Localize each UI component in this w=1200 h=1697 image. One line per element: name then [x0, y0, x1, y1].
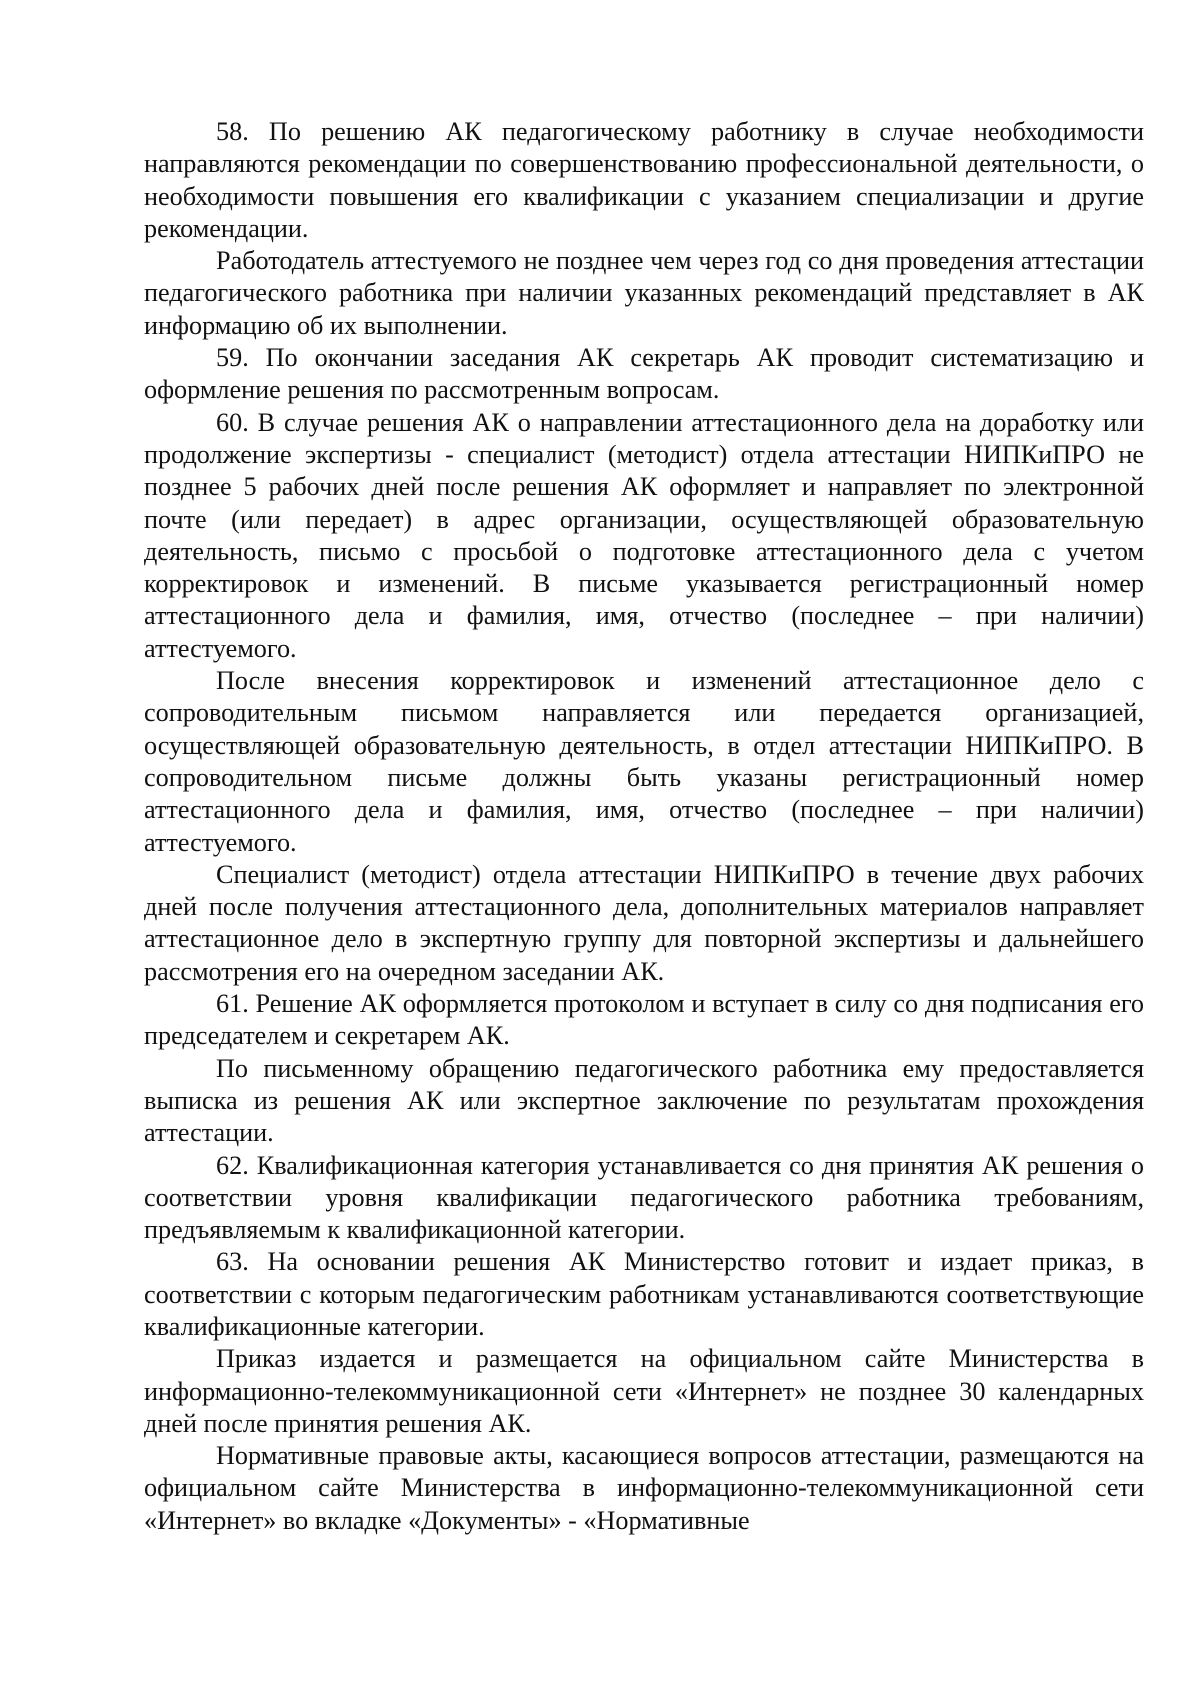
paragraph-62: 62. Квалификационная категория устанавливается со дня принятия АК решения о соответствии уровня квалификации педагогического работника требованиям, предъявляемым к квалификационной категории. — [144, 1150, 1144, 1245]
paragraph-61: 61. Решение АК оформляется протоколом и вступает в силу со дня подписания его председателем и секретарем АК. — [144, 989, 1144, 1051]
paragraph-60: 60. В случае решения АК о направлении аттестационного дела на доработку или продолжение экспертизы - специалист (методист) отдела аттестации НИПКиПРО не позднее 5 рабочих дней после решения АК оформляет и направляет по электронной почте (или передает) в адрес организации, осуществляющей образовательную деятельность, письмо с просьбой о подготовке аттестационного дела с учетом корректировок и изменений. В письме указывается регистрационный номер аттестационного дела и фамилия, имя, отчество (последнее – при наличии) аттестуемого. — [144, 407, 1144, 663]
paragraph-63-acts: Нормативные правовые акты, касающиеся вопросов аттестации, размещаются на официальном сайте Министерства в информационно-телекоммуникационной сети «Интернет» во вкладке «Документы» - «Нормативные — [144, 1441, 1144, 1535]
paragraph-63-order: Приказ издается и размещается на официальном сайте Министерства в информационно-телекоммуникационной сети «Интернет» не позднее 30 календарных дней после принятия решения АК. — [144, 1344, 1144, 1438]
paragraph-60-corrections: После внесения корректировок и изменений аттестационное дело с сопроводительным письмом направляется или передается организацией, осуществляющей образовательную деятельность, в отдел аттестации НИПКиПРО. В сопроводительном письме должны быть указаны регистрационный номер аттестационного дела и фамилия, имя, отчество (последнее – при наличии) аттестуемого. — [144, 666, 1144, 857]
paragraph-60-specialist: Специалист (методист) отдела аттестации НИПКиПРО в течение двух рабочих дней после получения аттестационного дела, дополнительных материалов направляет аттестационное дело в экспертную группу для повторной экспертизы и дальнейшего рассмотрения его на очередном заседании АК. — [144, 859, 1144, 986]
paragraph-63: 63. На основании решения АК Министерство готовит и издает приказ, в соответствии с которым педагогическим работникам устанавливаются соответствующие квалификационные категории. — [144, 1247, 1144, 1341]
paragraph-58: 58. По решению АК педагогическому работнику в случае необходимости направляются рекомендации по совершенствованию профессиональной деятельности, о необходимости повышения его квалификации с указанием специализации и другие рекомендации. — [144, 117, 1144, 243]
paragraph-59: 59. По окончании заседания АК секретарь АК проводит систематизацию и оформление решения по рассмотренным вопросам. — [144, 343, 1144, 405]
document-page — [144, 116, 1144, 1537]
paragraph-58-employer: Работодатель аттестуемого не позднее чем через год со дня проведения аттестации педагогического работника при наличии указанных рекомендаций представляет в АК информацию об их выполнении. — [144, 246, 1144, 340]
paragraph-61-extract: По письменному обращению педагогического работника ему предоставляется выписка из решения АК или экспертное заключение по результатам прохождения аттестации. — [144, 1053, 1144, 1148]
